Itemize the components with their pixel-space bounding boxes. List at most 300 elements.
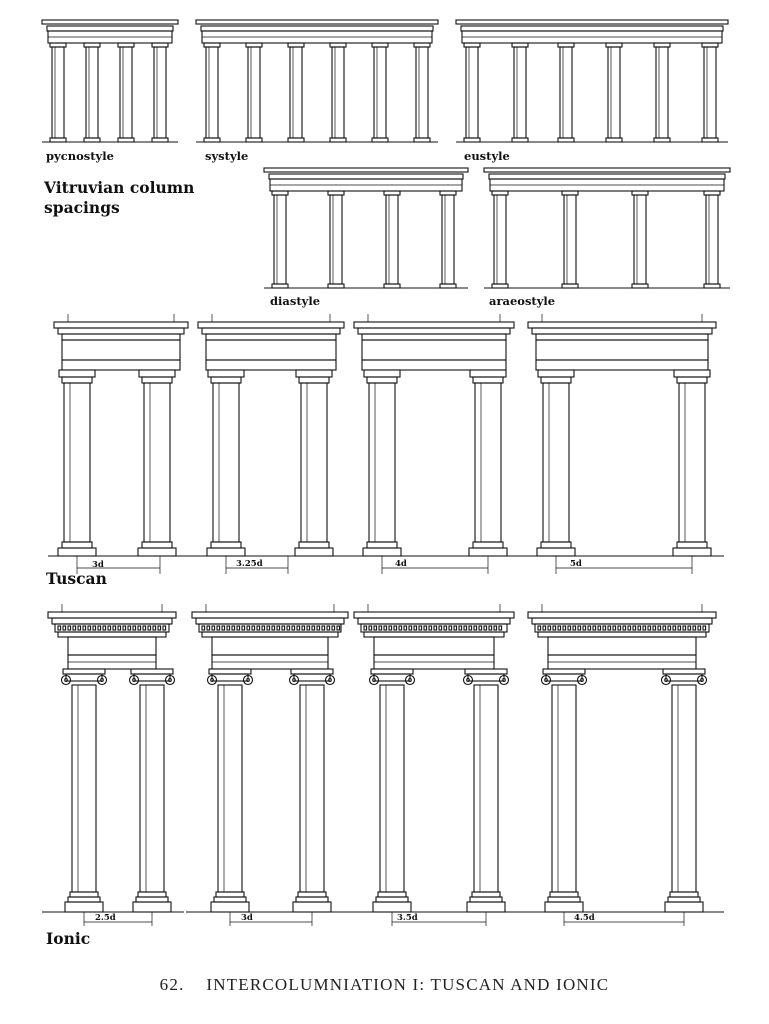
- column-torus: [677, 542, 707, 548]
- colonnade: [264, 168, 468, 288]
- dentil: [307, 626, 310, 630]
- cornice: [528, 322, 716, 328]
- column-base: [372, 138, 388, 142]
- dentil: [489, 626, 492, 630]
- dentil: [272, 626, 275, 630]
- ionic-abacus: [371, 669, 413, 674]
- column-shaft: [72, 685, 96, 892]
- bed-moulding: [364, 632, 504, 637]
- column-capital: [464, 43, 480, 47]
- cornice: [198, 322, 344, 328]
- column-base: [272, 284, 288, 288]
- ionic-bay: [186, 604, 356, 926]
- column-capital: [272, 191, 288, 195]
- dentil: [302, 626, 305, 630]
- column-plinth: [58, 548, 96, 556]
- dentil: [212, 626, 215, 630]
- column-capital: [414, 43, 430, 47]
- frieze: [206, 340, 336, 360]
- column-shaft: [656, 47, 668, 138]
- architrave: [536, 360, 708, 370]
- dentil: [267, 626, 270, 630]
- column-plinth: [211, 902, 249, 912]
- cornice-mould: [196, 618, 344, 624]
- dentil: [262, 626, 265, 630]
- column-shaft: [386, 195, 398, 284]
- ionic-bay: [522, 604, 724, 926]
- column-base: [606, 138, 622, 142]
- dentil: [297, 626, 300, 630]
- dentil: [242, 626, 245, 630]
- column-base: [492, 284, 508, 288]
- column-plinth: [467, 902, 505, 912]
- column-base: [414, 138, 430, 142]
- column-shaft: [672, 685, 696, 892]
- column-capital: [328, 191, 344, 195]
- column-abacus: [59, 370, 95, 377]
- bed-moulding: [202, 632, 338, 637]
- cornice-mould: [358, 618, 510, 624]
- column-shaft: [86, 47, 98, 138]
- column-capital: [440, 191, 456, 195]
- dentil: [103, 626, 106, 630]
- dentil: [703, 626, 706, 630]
- colonnade: [42, 20, 178, 142]
- frieze: [62, 340, 180, 360]
- dentil: [603, 626, 606, 630]
- dentil: [429, 626, 432, 630]
- frieze: [548, 637, 696, 655]
- column-capital: [512, 43, 528, 47]
- bed-moulding: [538, 632, 706, 637]
- column-scotia: [470, 897, 502, 902]
- dentil: [578, 626, 581, 630]
- dentil: [563, 626, 566, 630]
- dentil: [434, 626, 437, 630]
- dentil: [399, 626, 402, 630]
- column-shaft: [634, 195, 646, 284]
- figure-caption: [0, 975, 769, 995]
- dentil: [108, 626, 111, 630]
- column-plinth: [673, 548, 711, 556]
- column-shaft: [300, 685, 324, 892]
- label-systyle: systyle: [205, 149, 249, 163]
- dentil: [583, 626, 586, 630]
- column-shaft: [369, 383, 395, 542]
- column-base: [50, 138, 66, 142]
- cornice: [54, 322, 188, 328]
- dentil: [698, 626, 701, 630]
- dentil: [287, 626, 290, 630]
- column-base: [204, 138, 220, 142]
- dentil: [474, 626, 477, 630]
- column-torus: [367, 542, 397, 548]
- dentil: [678, 626, 681, 630]
- cornice-mould: [532, 328, 712, 334]
- column-shaft: [332, 47, 344, 138]
- dentil: [454, 626, 457, 630]
- column-shaft: [704, 47, 716, 138]
- frieze: [536, 340, 708, 360]
- dentil: [553, 626, 556, 630]
- dentil: [163, 626, 166, 630]
- column-capital: [330, 43, 346, 47]
- dentil: [379, 626, 382, 630]
- column-shaft: [494, 195, 506, 284]
- dentil: [312, 626, 315, 630]
- cornice: [264, 168, 468, 172]
- tuscan-spacing-label: 5d: [570, 559, 582, 569]
- column-shaft: [374, 47, 386, 138]
- label-pycnostyle: pycnostyle: [46, 149, 114, 163]
- dentil: [663, 626, 666, 630]
- dentil: [113, 626, 116, 630]
- column-torus: [550, 892, 578, 897]
- tuscan-bay: [192, 314, 352, 574]
- column-shaft: [514, 47, 526, 138]
- column-base: [558, 138, 574, 142]
- cornice: [196, 20, 438, 24]
- column-torus: [378, 892, 406, 897]
- frieze: [68, 637, 156, 655]
- dentil: [68, 626, 71, 630]
- column-capital: [246, 43, 262, 47]
- caption-number: 62.: [159, 975, 185, 994]
- dentil: [153, 626, 156, 630]
- vitruvian-title-line1: Vitruvian column: [44, 178, 195, 197]
- column-shaft: [560, 47, 572, 138]
- column-base: [632, 284, 648, 288]
- dentil: [227, 626, 230, 630]
- column-capital: [702, 43, 718, 47]
- ionic-capital: [546, 674, 582, 681]
- ionic-abacus: [291, 669, 333, 674]
- column-plinth: [373, 902, 411, 912]
- dentil: [317, 626, 320, 630]
- column-scotia: [214, 897, 246, 902]
- ionic-capital: [666, 674, 702, 681]
- column-torus: [473, 542, 503, 548]
- frieze: [374, 637, 494, 655]
- dentil: [658, 626, 661, 630]
- column-capital: [654, 43, 670, 47]
- dentil: [588, 626, 591, 630]
- dentil: [538, 626, 541, 630]
- column-base: [330, 138, 346, 142]
- dentil: [439, 626, 442, 630]
- dentil: [409, 626, 412, 630]
- ionic-spacing-label: 3.5d: [397, 913, 418, 923]
- dentil: [232, 626, 235, 630]
- column-base: [654, 138, 670, 142]
- column-torus: [472, 892, 500, 897]
- column-capital: [118, 43, 134, 47]
- column-plinth: [363, 548, 401, 556]
- frieze: [212, 637, 328, 655]
- column-abacus: [208, 370, 244, 377]
- ionic-capital: [66, 674, 102, 681]
- dentil: [464, 626, 467, 630]
- ionic-bay: [348, 604, 522, 926]
- column-abacus: [470, 370, 506, 377]
- cornice: [42, 20, 178, 24]
- dentil: [499, 626, 502, 630]
- ionic-label: Ionic: [46, 929, 91, 948]
- dentil: [543, 626, 546, 630]
- column-shaft: [52, 47, 64, 138]
- ionic-bay: [42, 604, 184, 926]
- dentil: [573, 626, 576, 630]
- cornice: [48, 612, 176, 618]
- dentil: [384, 626, 387, 630]
- column-capital: [606, 43, 622, 47]
- cornice-mould: [58, 328, 184, 334]
- dentil: [653, 626, 656, 630]
- dentil: [598, 626, 601, 630]
- dentil: [143, 626, 146, 630]
- dentil: [337, 626, 340, 630]
- dentil: [558, 626, 561, 630]
- column-capital: [84, 43, 100, 47]
- dentil: [58, 626, 61, 630]
- dentil: [247, 626, 250, 630]
- ionic-abacus: [663, 669, 705, 674]
- column-capital: [204, 43, 220, 47]
- dentil: [638, 626, 641, 630]
- dentil: [394, 626, 397, 630]
- column-plinth: [138, 548, 176, 556]
- architrave: [362, 360, 506, 370]
- column-shaft: [608, 47, 620, 138]
- cornice: [354, 322, 514, 328]
- column-scotia: [548, 897, 580, 902]
- column-echinus: [211, 377, 241, 383]
- column-plinth: [293, 902, 331, 912]
- dentil: [593, 626, 596, 630]
- dentil: [123, 626, 126, 630]
- ionic-abacus: [543, 669, 585, 674]
- cornice-bed: [362, 334, 506, 340]
- dentil: [648, 626, 651, 630]
- column-shaft: [564, 195, 576, 284]
- dentil: [63, 626, 66, 630]
- dentil: [148, 626, 151, 630]
- dentil: [419, 626, 422, 630]
- cornice: [192, 612, 348, 618]
- dentil: [158, 626, 161, 630]
- column-base: [328, 284, 344, 288]
- column-base: [118, 138, 134, 142]
- column-base: [512, 138, 528, 142]
- column-capital: [372, 43, 388, 47]
- column-echinus: [142, 377, 172, 383]
- column-torus: [142, 542, 172, 548]
- cornice-mould: [358, 328, 510, 334]
- column-scotia: [668, 897, 700, 902]
- cornice-mould: [202, 328, 340, 334]
- architrave: [62, 360, 180, 370]
- column-abacus: [674, 370, 710, 377]
- dentil: [83, 626, 86, 630]
- column-capital: [704, 191, 720, 195]
- dentil: [668, 626, 671, 630]
- dentil: [568, 626, 571, 630]
- ionic-spacing-label: 4.5d: [574, 913, 595, 923]
- dentil: [257, 626, 260, 630]
- frieze: [269, 174, 463, 179]
- vitruvian-title-line2: spacings: [44, 198, 120, 217]
- dentil: [469, 626, 472, 630]
- dentil: [364, 626, 367, 630]
- dentil: [78, 626, 81, 630]
- frieze: [489, 174, 725, 179]
- column-scotia: [136, 897, 168, 902]
- dentil: [628, 626, 631, 630]
- dentil: [237, 626, 240, 630]
- dentil: [374, 626, 377, 630]
- column-shaft: [330, 195, 342, 284]
- cornice-mould: [532, 618, 712, 624]
- column-plinth: [545, 902, 583, 912]
- dentil: [618, 626, 621, 630]
- column-shaft: [218, 685, 242, 892]
- column-abacus: [296, 370, 332, 377]
- column-torus: [70, 892, 98, 897]
- column-echinus: [473, 377, 503, 383]
- column-scotia: [296, 897, 328, 902]
- column-capital: [562, 191, 578, 195]
- dentil: [277, 626, 280, 630]
- column-shaft: [140, 685, 164, 892]
- column-echinus: [367, 377, 397, 383]
- column-base: [384, 284, 400, 288]
- cornice: [528, 612, 716, 618]
- column-abacus: [364, 370, 400, 377]
- dentil: [449, 626, 452, 630]
- frieze: [461, 26, 723, 31]
- dentil: [217, 626, 220, 630]
- ionic-capital: [212, 674, 248, 681]
- column-shaft: [706, 195, 718, 284]
- column-torus: [62, 542, 92, 548]
- column-base: [440, 284, 456, 288]
- label-eustyle: eustyle: [464, 149, 510, 163]
- dentil: [93, 626, 96, 630]
- dentil: [613, 626, 616, 630]
- cornice-bed: [536, 334, 708, 340]
- dentil: [327, 626, 330, 630]
- bed-moulding: [58, 632, 166, 637]
- dentil: [98, 626, 101, 630]
- dentil: [688, 626, 691, 630]
- column-shaft: [248, 47, 260, 138]
- column-base: [562, 284, 578, 288]
- column-echinus: [299, 377, 329, 383]
- column-base: [152, 138, 168, 142]
- dentil: [623, 626, 626, 630]
- column-base: [84, 138, 100, 142]
- dentil: [414, 626, 417, 630]
- column-plinth: [207, 548, 245, 556]
- dentil: [88, 626, 91, 630]
- label-araeostyle: araeostyle: [489, 294, 556, 308]
- column-shaft: [552, 685, 576, 892]
- column-capital: [384, 191, 400, 195]
- frieze: [362, 340, 506, 360]
- ionic-spacing-label: 3d: [241, 913, 253, 923]
- dentil: [484, 626, 487, 630]
- dentil: [633, 626, 636, 630]
- frieze: [201, 26, 433, 31]
- column-shaft: [475, 383, 501, 542]
- column-base: [246, 138, 262, 142]
- column-shaft: [679, 383, 705, 542]
- column-echinus: [62, 377, 92, 383]
- column-scotia: [68, 897, 100, 902]
- ionic-abacus: [63, 669, 105, 674]
- dentil: [608, 626, 611, 630]
- column-torus: [211, 542, 241, 548]
- column-capital: [558, 43, 574, 47]
- column-base: [702, 138, 718, 142]
- column-scotia: [376, 897, 408, 902]
- column-shaft: [274, 195, 286, 284]
- tuscan-spacing-label: 4d: [395, 559, 407, 569]
- dentil: [683, 626, 686, 630]
- dentil: [282, 626, 285, 630]
- colonnade: [456, 20, 728, 142]
- column-shaft: [144, 383, 170, 542]
- vitruvian-row-1: [42, 20, 728, 142]
- cornice-bed: [62, 334, 180, 340]
- frieze: [47, 26, 173, 31]
- column-torus: [541, 542, 571, 548]
- dentil: [73, 626, 76, 630]
- dentil: [643, 626, 646, 630]
- tuscan-spacing-label: 3d: [92, 560, 104, 570]
- ionic-capital: [374, 674, 410, 681]
- column-torus: [670, 892, 698, 897]
- tuscan-bay: [522, 314, 724, 574]
- column-base: [704, 284, 720, 288]
- ionic-row: [42, 604, 724, 926]
- dentil: [548, 626, 551, 630]
- column-shaft: [474, 685, 498, 892]
- dentil: [494, 626, 497, 630]
- column-torus: [216, 892, 244, 897]
- column-shaft: [543, 383, 569, 542]
- column-torus: [138, 892, 166, 897]
- column-shaft: [206, 47, 218, 138]
- ionic-spacing-label: 2.5d: [95, 913, 116, 923]
- dentil: [332, 626, 335, 630]
- dentil-band: [55, 624, 169, 632]
- ionic-abacus: [131, 669, 173, 674]
- column-abacus: [139, 370, 175, 377]
- dentil: [222, 626, 225, 630]
- dentil: [404, 626, 407, 630]
- column-plinth: [665, 902, 703, 912]
- column-echinus: [541, 377, 571, 383]
- column-plinth: [537, 548, 575, 556]
- column-capital: [632, 191, 648, 195]
- dentil: [202, 626, 205, 630]
- ionic-abacus: [465, 669, 507, 674]
- dentil: [133, 626, 136, 630]
- ionic-capital: [134, 674, 170, 681]
- column-shaft: [64, 383, 90, 542]
- ionic-abacus: [209, 669, 251, 674]
